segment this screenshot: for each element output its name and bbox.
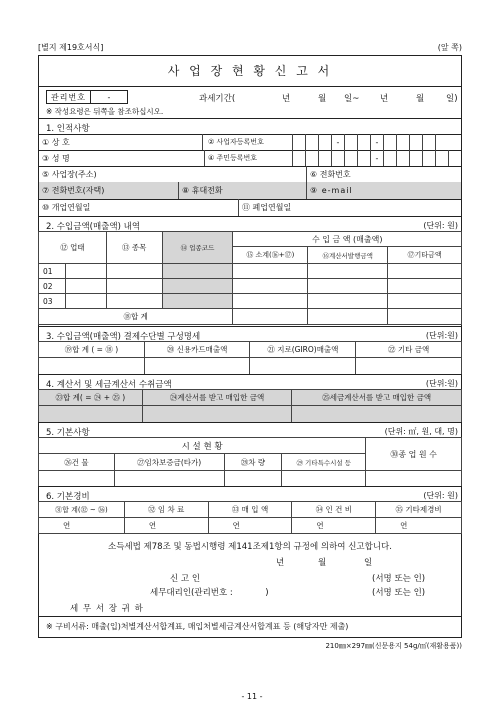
s1-row2 (38, 150, 462, 166)
close-date-label: ⑪ 폐업연월일 (242, 203, 292, 212)
row-number: 02 (39, 279, 66, 294)
tax-office-addressee: 세 무 서 장 귀 하 (70, 604, 144, 614)
period-year2: 년 (380, 94, 389, 104)
purchase-invoice-table (38, 389, 462, 423)
section1-title: 1. 인적사항 (46, 124, 90, 134)
section3-title: 3. 수입금액(매출액) 결제수단별 구성명세 (46, 332, 201, 342)
special-facility-header: ㉙ 기타특수시설 등 (282, 454, 366, 471)
biz-address-label: ⑤ 사업장(주소) (39, 166, 307, 182)
tax-invoice-purchase: ㉕세금계산서를 받고 매입한 금액 (292, 390, 462, 406)
resident-no-label: ④ 주민등록번호 (205, 150, 293, 166)
home-phone-label: ⑦ 전화번호(자택) (39, 182, 179, 199)
col-other-amount: ⑰기타금액 (388, 247, 462, 264)
s1-row3 (38, 166, 462, 182)
col-industry-code: ⑭ 업종코드 (162, 232, 233, 264)
section4-unit: (단위:원) (425, 379, 458, 388)
section6-title: 6. 기본경비 (46, 492, 90, 502)
col-revenue-amount: 수 입 금 액 (매출액) (233, 232, 462, 247)
labor-expense: ㉞ 인 건 비 (292, 502, 376, 518)
mobile-label: ⑧ 휴대전화 (179, 182, 307, 199)
facility-status-header: 시 설 현 황 (39, 438, 366, 454)
period-month2: 월 (416, 94, 425, 104)
expense-total: ㉛합 계(㉜ ~ ㊱) (39, 502, 125, 518)
year-unit: 연 (292, 518, 376, 534)
period-label: 과세기간( (199, 94, 236, 104)
revenue-row (39, 264, 462, 279)
instruction-note: ※ 작성요령은 뒤쪽을 참조하십시오. (46, 107, 164, 116)
section3-unit: (단위:원) (425, 331, 458, 340)
vehicle-header: ㉘차 량 (224, 454, 282, 471)
mgmt-number-value[interactable]: - (107, 92, 111, 102)
invoice-total: ㉓합 계( = ㉔ + ㉕ ) (39, 390, 143, 406)
mgmt-number-box (46, 90, 128, 104)
required-documents: ※ 구비서류: 매출(입)처별계산서합계표, 매입처별세금계산서합계표 등 (해당자만 제출) (46, 622, 349, 631)
deposit-header: ㉗임차보증금(타가) (114, 454, 224, 471)
email-label: ⑨ e-mail (310, 186, 353, 195)
resident-no-dash: - (371, 150, 384, 166)
biz-no-dash2: - (371, 134, 384, 150)
basic-info-table (38, 437, 462, 487)
basic-expense-table (38, 501, 462, 534)
declaration-month: 월 (318, 558, 327, 568)
declaration-statement: 소득세법 제78조 및 동법시행령 제141조제1항의 규정에 의하여 신고합니다. (108, 542, 392, 552)
revenue-total-row (39, 309, 462, 325)
revenue-row (39, 279, 462, 294)
year-unit: 연 (39, 518, 125, 534)
agent-signature: (서명 또는 인) (372, 588, 426, 598)
giro-sales: ㉑ 지로(GIRO)매출액 (250, 342, 356, 358)
biz-no-dash1: - (332, 134, 345, 150)
section5-unit: (단위: ㎡, 원, 대, 명) (384, 427, 458, 436)
open-date-label: ⑩ 개업연월일 (39, 199, 239, 216)
row-number: 01 (39, 264, 66, 279)
other-expense: ㉟ 기타제경비 (376, 502, 462, 518)
paper-spec: 210㎜×297㎜(신문용지 54g/㎡(재활용품)) (325, 642, 462, 650)
biz-reg-no-label: ② 사업자등록번호 (205, 134, 293, 150)
declaration-year: 년 (276, 558, 285, 568)
col-business-type: ⑫ 업태 (39, 232, 107, 264)
period-year1: 년 (282, 94, 291, 104)
revenue-table (38, 231, 462, 325)
period-day2: 일) (446, 94, 458, 104)
col-invoice-amount: ⑯계산서발행금액 (308, 247, 388, 264)
phone-label: ⑥ 전화번호 (310, 169, 351, 179)
s1-row5 (38, 199, 462, 216)
mgmt-number-label: 관리번호 (47, 91, 91, 103)
form-number: [별지 제19호서식] (38, 43, 104, 52)
section4-title: 4. 계산서 및 세금계산서 수취금액 (46, 380, 172, 390)
invoice-purchase: ㉔계산서를 받고 매입한 금액 (142, 390, 292, 406)
period-day1: 일~ (344, 94, 360, 104)
section2-unit: (단위: 원) (423, 221, 458, 230)
tax-agent-label: 세무대리인(관리번호 : ) (150, 588, 269, 598)
col-subtotal: ⑮ 소계(⑯+⑰) (233, 247, 308, 264)
s1-row4 (38, 182, 462, 199)
year-unit: 연 (124, 518, 208, 534)
year-unit: 연 (376, 518, 462, 534)
credit-card-sales: ⑳ 신용카드매출액 (144, 342, 250, 358)
period-month1: 월 (318, 94, 327, 104)
purchase-expense: ㉝ 매 입 액 (208, 502, 292, 518)
section2-title: 2. 수입금액(매출액) 내역 (46, 222, 141, 232)
col-item: ⑬ 종목 (106, 232, 162, 264)
revenue-row (39, 294, 462, 309)
page-number: - 11 - (241, 692, 263, 701)
reporter-signature: (서명 또는 인) (372, 574, 426, 584)
trade-name-label: ① 상 호 (39, 134, 203, 150)
employees-header: ㉚종 업 원 수 (366, 438, 462, 471)
building-header: ㉖건 물 (39, 454, 115, 471)
declaration-day: 일 (364, 558, 373, 568)
page-side: (앞 쪽) (437, 43, 462, 52)
form-title: 사 업 장 현 황 신 고 서 (167, 64, 333, 78)
s1-row1 (38, 134, 462, 150)
year-unit: 연 (208, 518, 292, 534)
payment-total: ⑲합 계 ( = ⑱ ) (39, 342, 145, 358)
total-label: ⑱합 계 (39, 309, 233, 325)
name-label: ③ 성 명 (39, 150, 205, 166)
other-amount: ㉒ 기타 금액 (356, 342, 462, 358)
section6-unit: (단위: 원) (423, 491, 458, 500)
section5-title: 5. 기본사항 (46, 428, 90, 438)
rent-expense: ㉜ 임 차 료 (124, 502, 208, 518)
row-number: 03 (39, 294, 66, 309)
payment-method-table (38, 341, 462, 375)
reporter-label: 신 고 인 (170, 574, 201, 584)
